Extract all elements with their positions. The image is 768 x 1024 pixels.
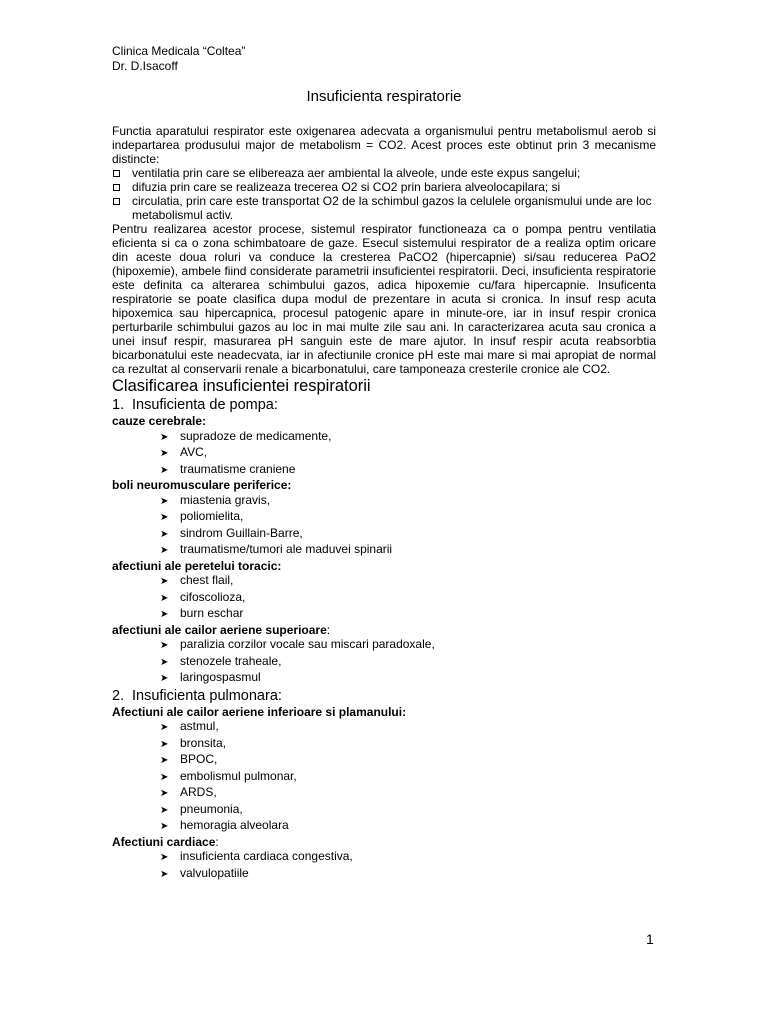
list-item: ➤ supradoze de medicamente, [160,429,656,446]
section-heading [112,687,656,705]
list-item: ➤ sindrom Guillain-Barre, [160,526,656,543]
cause-list [112,849,656,882]
arrow-bullet-icon: ➤ [160,512,169,523]
mechanism-item: ventilatia prin care se elibereaza aer ambiental la alveole, unde este expus sangelui; [112,166,656,180]
arrow-bullet-icon: ➤ [160,464,169,476]
mechanism-item: circulatia, prin care este transportat O2 de la schimbul gazos la celulele organismului unde are loc metabolismul activ. [112,194,656,222]
arrow-bullet-icon: ➤ [160,431,169,443]
section-number: 2. [112,687,125,704]
document-page [112,44,656,882]
list-item: ➤ miastenia gravis, [160,493,656,510]
arrow-bullet-icon: ➤ [160,738,169,750]
section-title: Insuficienta de pompa: [132,397,278,413]
classification-heading: Clasificarea insuficientei respiratorii [112,377,371,395]
section-number: 1. [112,397,125,413]
arrow-bullet-icon: ➤ [160,609,169,620]
list-item: ➤ insuficienta cardiaca congestiva, [160,849,656,866]
section-heading [112,396,656,414]
arrow-bullet-icon: ➤ [160,592,169,604]
arrow-bullet-icon: ➤ [160,868,169,880]
arrow-bullet-icon: ➤ [160,852,169,863]
list-item: ➤ stenozele traheale, [160,654,656,671]
list-item: ➤ bronsita, [160,736,656,753]
cause-list [112,719,656,835]
arrow-bullet-icon: ➤ [160,656,169,668]
body-paragraph: Pentru realizarea acestor procese, sistemul respirator functioneaza ca o pompa pentru ventilatia eficienta si ca o zona schimbatoare de gaze. Esecul sistemului respirator de a realiza optim oricare din aceste doua roluri va conduce la cresterea PaCO2 (hipercapnie) si/sau reducerea PaO2 (hipoxemie), ambele fiind considerate parametrii insuficientei respiratorii. Deci, insuficienta respiratorie este definita ca alterarea schimbului gazos, adica hipoxemie cu/fara hipercapnie. Insuficenta respiratorie se poate clasifica dupa modul de prezentare in acuta si cronica. In insuf resp acuta hipoxemica sau hipercapnica, procesul patogenic apare in minute-ore, iar in insuf respir cronica perturbarile schimbului gazos au loc in mai multe zile sau ani. In caracterizarea acuta sau cronica a unei insuf respir, masurarea pH sanguin este de mare ajutor. In insuf respir acuta reabsorbtia bicarbonatului este neadecvata, iar in afectiunile cronice pH este mai mare si mai apropiat de normal ca rezultat al conservarii renale a bicarbonatului, care tamponeaza cresterile cronice ale CO2. [112,222,656,376]
category-label: afectiuni ale peretelui toracic: [112,558,282,573]
list-item: ➤ AVC, [160,445,656,462]
cause-list [112,493,656,559]
arrow-bullet-icon: ➤ [160,545,169,556]
category-label: afectiuni ale cailor aeriene superioare: [112,622,331,637]
cause-list [112,637,656,687]
category-label: cauze cerebrale: [112,414,207,428]
doctor-name: Dr. D.Isacoff [112,59,178,73]
category-label: boli neuromusculare periferice: [112,478,292,492]
list-item: ➤ poliomielita, [160,509,656,526]
mechanisms-list [112,166,656,222]
arrow-bullet-icon: ➤ [160,448,169,459]
list-item: ➤ hemoragia alveolara [160,818,656,835]
mechanism-item: difuzia prin care se realizeaza trecerea O2 si CO2 prin bariera alveolocapilara; si [112,180,656,194]
document-title: Insuficienta respiratorie [306,88,462,105]
arrow-bullet-icon: ➤ [160,755,169,766]
list-item: ➤ cifoscolioza, [160,590,656,607]
category-label: Afectiuni ale cailor aeriene inferioare si plamanului: [112,704,407,719]
arrow-bullet-icon: ➤ [160,495,169,507]
clinic-name: Clinica Medicala “Coltea” [112,44,246,58]
arrow-bullet-icon: ➤ [160,640,169,651]
category-label: Afectiuni cardiace: [112,834,219,849]
cause-list [112,573,656,623]
list-item: ➤ paralizia corzilor vocale sau miscari paradoxale, [160,637,656,654]
list-item: ➤ BPOC, [160,752,656,769]
list-item: ➤ valvulopatiile [160,866,656,883]
list-item: ➤ traumatisme/tumori ale maduvei spinarii [160,542,656,559]
arrow-bullet-icon: ➤ [160,722,169,733]
arrow-bullet-icon: ➤ [160,771,169,783]
arrow-bullet-icon: ➤ [160,576,169,587]
arrow-bullet-icon: ➤ [160,788,169,799]
arrow-bullet-icon: ➤ [160,821,169,832]
arrow-bullet-icon: ➤ [160,804,169,816]
cause-list [112,429,656,479]
list-item: ➤ ARDS, [160,785,656,802]
list-item: ➤ astmul, [160,719,656,736]
list-item: ➤ burn eschar [160,606,656,623]
list-item: ➤ embolismul pulmonar, [160,769,656,786]
list-item: ➤ laringospasmul [160,670,656,687]
page-number: 1 [646,931,654,947]
section-title: Insuficienta pulmonara: [132,687,282,704]
arrow-bullet-icon: ➤ [160,673,169,684]
list-item: ➤ chest flail, [160,573,656,590]
list-item: ➤ pneumonia, [160,802,656,819]
arrow-bullet-icon: ➤ [160,528,169,540]
list-item: ➤ traumatisme craniene [160,462,656,479]
intro-paragraph: Functia aparatului respirator este oxigenarea adecvata a organismului pentru metabolismul aerob si indepartarea produsului major de metabolism = CO2. Acest proces este obtinut prin 3 mecanisme distincte: [112,124,656,166]
